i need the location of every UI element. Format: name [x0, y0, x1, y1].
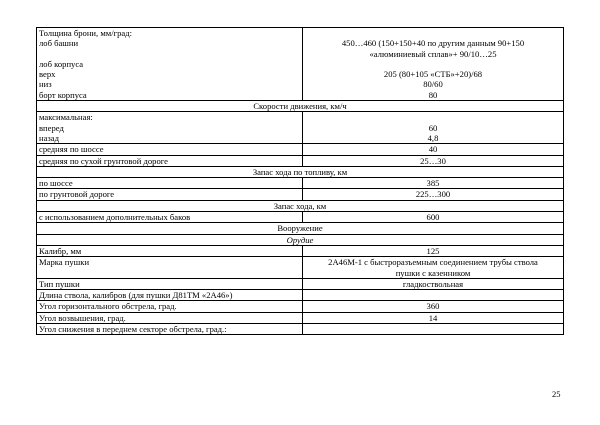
table-row	[37, 144, 564, 155]
section-row	[37, 223, 564, 234]
armament-section-title: Вооружение	[37, 223, 564, 234]
side-label: борт корпуса	[39, 89, 87, 100]
elevation-label: Угол возвышения, град.	[37, 312, 303, 323]
table-row	[37, 155, 564, 166]
speed-values-cell	[303, 112, 564, 144]
turret-front-label: лоб башни	[39, 38, 79, 49]
speed-section-title: Скорости движения, км/ч	[37, 101, 564, 112]
gun-type-label: Тип пушки	[37, 278, 303, 289]
barrel-length-value	[303, 290, 564, 301]
forward-value: 60	[428, 122, 438, 133]
lower-value: 80/60	[423, 79, 443, 90]
extra-tanks-value: 600	[303, 212, 564, 223]
armor-values-cell	[303, 28, 564, 101]
table-row	[37, 28, 564, 101]
table-row	[37, 245, 564, 256]
table-row	[37, 212, 564, 223]
gun-type-value: гладкоствольная	[303, 278, 564, 289]
traverse-label: Угол горизонтального обстрела, град.	[37, 301, 303, 312]
extra-tanks-label: с использованием дополнительных баков	[37, 212, 303, 223]
table-row	[37, 324, 564, 335]
table-row	[37, 301, 564, 312]
lower-label: низ	[39, 79, 52, 90]
section-row	[37, 101, 564, 112]
gun-model-value-cell	[303, 257, 564, 279]
table-row	[37, 189, 564, 200]
section-row	[37, 166, 564, 177]
upper-label: верх	[39, 69, 56, 80]
highway-avg-label: средняя по шоссе	[37, 144, 303, 155]
page-number: 25	[552, 389, 561, 399]
fuel-dirt-label: по грунтовой дороге	[37, 189, 303, 200]
max-speed-label: максимальная:	[39, 112, 93, 123]
gun-model-value-2: пушки с казенником	[395, 267, 471, 278]
table-row	[37, 257, 564, 279]
dirt-avg-value: 25…30	[303, 155, 564, 166]
table-row	[37, 278, 564, 289]
gun-subsection-title: Орудие	[37, 234, 564, 245]
section-row	[37, 234, 564, 245]
gun-model-value-1: 2А46М-1 с быстроразъемным соединением трубы ствола	[328, 257, 538, 268]
table-row	[37, 112, 564, 144]
section-row	[37, 200, 564, 211]
barrel-length-label: Длина ствола, калибров (для пушки Д81ТМ «2А46»)	[37, 290, 303, 301]
forward-label: вперед	[39, 122, 64, 133]
speed-labels-cell	[37, 112, 303, 144]
armor-labels-cell	[37, 28, 303, 101]
turret-front-value-2: «алюминиевый сплав»+ 90/10…25	[369, 48, 497, 59]
table-row	[37, 178, 564, 189]
caliber-value: 125	[303, 245, 564, 256]
side-value: 80	[428, 89, 438, 100]
fuel-range-section-title: Запас хода по топливу, км	[37, 166, 564, 177]
table-row	[37, 290, 564, 301]
highway-avg-value: 40	[303, 144, 564, 155]
range-section-title: Запас хода, км	[37, 200, 564, 211]
upper-value: 205 (80+105 «СТБ»+20)/68	[383, 69, 483, 80]
fuel-dirt-value: 225…300	[303, 189, 564, 200]
depression-label: Угол снижения в переднем секторе обстрела, град.:	[37, 324, 303, 335]
armor-heading: Толщина брони, мм/град:	[39, 28, 132, 38]
fuel-highway-value: 385	[303, 178, 564, 189]
fuel-highway-label: по шоссе	[37, 178, 303, 189]
gun-model-label: Марка пушки	[37, 257, 303, 279]
dirt-avg-label: средняя по сухой грунтовой дороге	[37, 155, 303, 166]
elevation-value: 14	[303, 312, 564, 323]
reverse-label: назад	[39, 132, 59, 143]
table-row	[37, 312, 564, 323]
traverse-value: 360	[303, 301, 564, 312]
turret-front-value-1: 450…460 (150+150+40 по другим данным 90+150	[341, 38, 525, 49]
hull-front-label: лоб корпуса	[39, 58, 84, 69]
specifications-table	[36, 27, 564, 335]
caliber-label: Калибр, мм	[37, 245, 303, 256]
depression-value	[303, 324, 564, 335]
reverse-value: 4,8	[427, 132, 439, 143]
